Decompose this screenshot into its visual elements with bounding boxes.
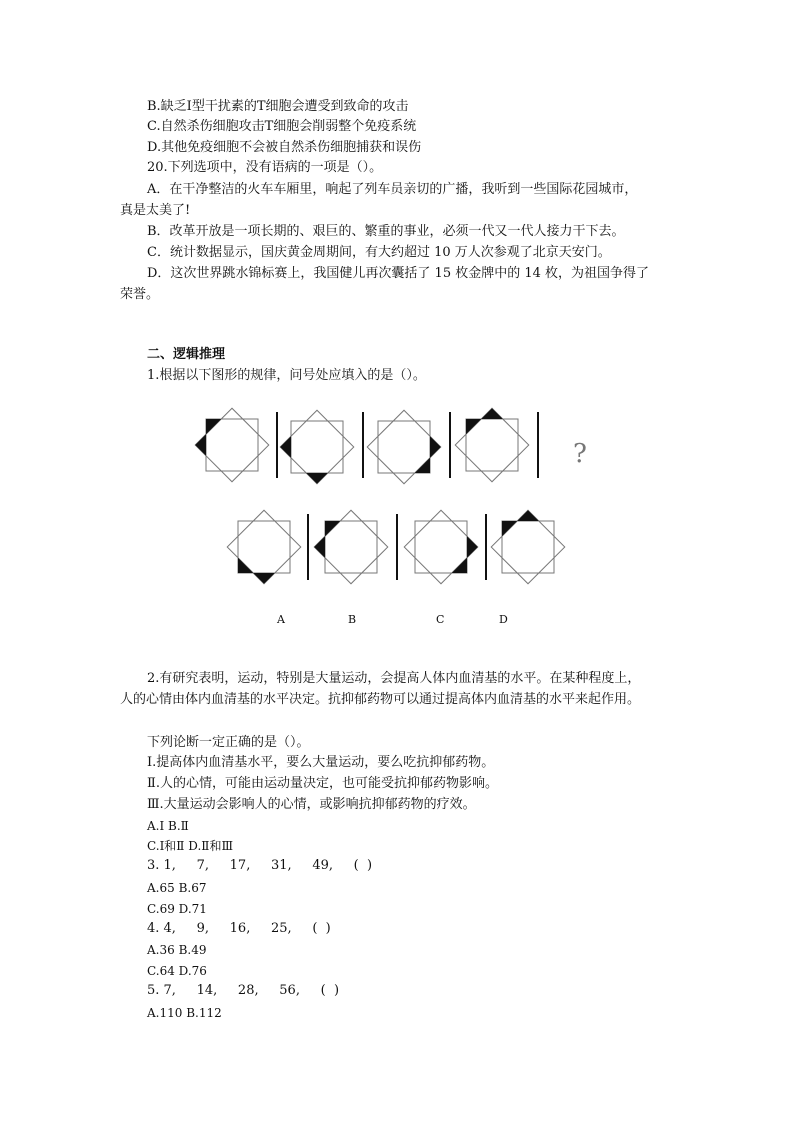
option-label-c: C [436,613,445,626]
option-c-figure [404,510,478,584]
q5-options-ab: A.110 B.112 [147,1006,222,1020]
q19-option-d: D.其他免疫细胞不会被自然杀伤细胞捕获和误伤 [147,140,422,155]
question-mark: ? [573,439,587,469]
option-label-b: B [348,613,357,626]
q20-option-d-cont: 荣誉。 [120,287,160,302]
q5-stem: 5. 7, 14, 28, 56, ( ) [147,983,340,998]
black-tri-left [314,536,325,558]
black-tri-top [517,510,539,521]
q20-option-a: A．在干净整洁的火车车厢里，响起了列车员亲切的广播，我听到一些国际花园城市， [147,182,638,197]
option-b-figure [314,510,388,584]
black-tri-left [195,434,206,456]
q2-statement-2: Ⅱ.人的心情，可能由运动量决定，也可能受抗抑郁药物影响。 [147,776,498,791]
black-tri-top [481,408,503,419]
black-tri-right [467,536,478,558]
row1-figure-2 [280,410,354,484]
q20-option-b: B．改革开放是一项长期的、艰巨的、繁重的事业，必须一代又一代人接力干下去。 [147,224,625,239]
q20-option-d: D．这次世界跳水锦标赛上，我国健儿再次囊括了 15 枚金牌中的 14 枚，为祖国争得了 [147,266,650,281]
q19-option-c: C.自然杀伤细胞攻击T细胞会削弱整个免疫系统 [147,119,417,134]
section-title-logic: 二、逻辑推理 [147,347,226,362]
q3-options-cd: C.69 D.71 [147,902,207,916]
black-tri-bottom [253,573,275,584]
q2-paragraph-line2: 人的心情由体内血清基的水平决定。抗抑郁药物可以通过提高体内血清基的水平来起作用。 [120,692,641,707]
q3-options-ab: A.65 B.67 [147,881,207,895]
q2-options-cd: C.Ⅰ和Ⅱ D.Ⅱ和Ⅲ [147,839,234,853]
black-tri-right [430,436,441,458]
q2-statement-3: Ⅲ.大量运动会影响人的心情，或影响抗抑郁药物的疗效。 [147,797,476,812]
q3-stem: 3. 1, 7, 17, 31, 49, ( ) [147,858,373,873]
black-tri-bottom [306,473,328,484]
option-d-figure [491,510,565,584]
black-tri-left [280,436,291,458]
row1-figure-1 [195,408,269,482]
q2-options-ab: A.Ⅰ B.Ⅱ [147,819,189,833]
q4-stem: 4. 4, 9, 16, 25, ( ) [147,921,331,936]
q20-option-c: C．统计数据显示，国庆黄金周期间，有大约超过 10 万人次参观了北京天安门。 [147,245,611,260]
q4-options-cd: C.64 D.76 [147,964,207,978]
option-label-d: D [499,613,508,626]
q19-option-b: B.缺乏Ⅰ型干扰素的T细胞会遭受到致命的攻击 [147,99,409,114]
q2-prompt: 下列论断一定正确的是（）。 [147,735,310,750]
q4-options-ab: A.36 B.49 [147,943,207,957]
row1-figure-3 [367,410,441,484]
q20-stem: 20.下列选项中，没有语病的一项是（）。 [147,160,383,175]
q20-option-a-cont: 真是太美了! [120,203,191,218]
q2-paragraph-line1: 2.有研究表明，运动，特别是大量运动，会提高人体内血清基的水平。在某种程度上， [147,671,641,686]
q1-stem: 1.根据以下图形的规律，问号处应填入的是（）。 [147,368,426,383]
option-label-a: A [277,613,285,626]
row1-figure-4 [455,408,529,482]
option-a-figure [227,510,301,584]
q2-statement-1: Ⅰ.提高体内血清基水平，要么大量运动，要么吃抗抑郁药物。 [147,755,495,770]
